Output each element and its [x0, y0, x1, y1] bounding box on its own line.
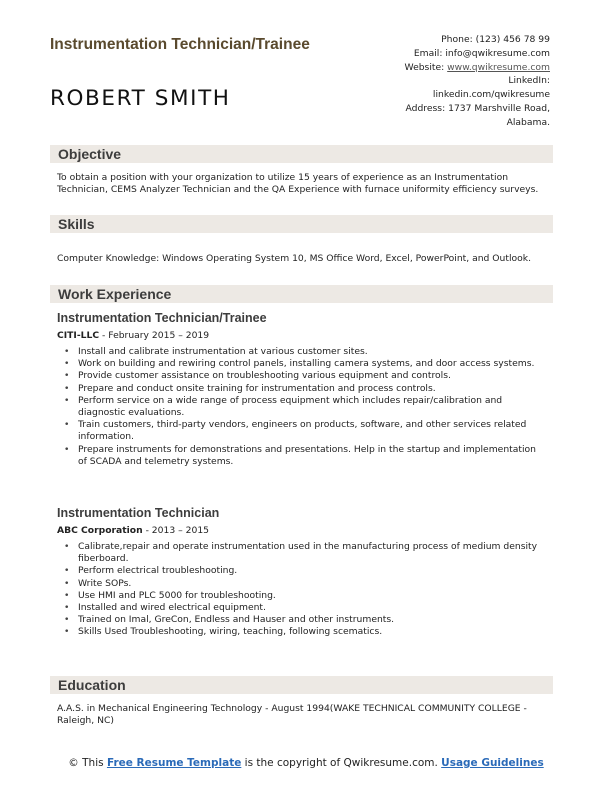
contact-address-line2: Alabama.: [506, 116, 550, 128]
objective-text: To obtain a position with your organization to utilize 15 years of experience as an Instrumentation Technician, CEMS Analyzer Technician and the QA Experience with furnace uniformity efficiency surveys.: [57, 172, 539, 195]
usage-guidelines-link[interactable]: Usage Guidelines: [441, 757, 544, 769]
list-item: • Prepare instruments for demonstrations and presentations. Help in the startup and implementation of SCADA and telemetry systems.: [62, 444, 542, 468]
job-1-dates: - February 2015 – 2019: [99, 330, 210, 341]
footer-middle: is the copyright of Qwikresume.com.: [241, 757, 442, 769]
contact-linkedin-label: LinkedIn:: [508, 75, 550, 87]
education-section-header: [50, 676, 553, 694]
contact-phone: Phone: (123) 456 78 99: [441, 34, 550, 45]
list-item: • Perform service on a wide range of process equipment which includes repair/calibration and diagnostic evaluations.: [62, 395, 542, 419]
website-link[interactable]: www.qwikresume.com: [447, 61, 550, 73]
education-text: A.A.S. in Mechanical Engineering Technology - August 1994(WAKE TECHNICAL COMMUNITY COLLEGE - Raleigh, NC): [57, 703, 527, 726]
list-item: • Use HMI and PLC 5000 for troubleshooting.: [62, 590, 542, 602]
job-1-title: Instrumentation Technician/Trainee: [57, 311, 267, 325]
job-2-bullets: [62, 541, 542, 639]
contact-email: Email: info@qwikresume.com: [413, 47, 550, 59]
list-item: • Perform electrical troubleshooting.: [62, 565, 542, 577]
list-item: • Work on building and rewiring control panels, installing camera systems, and door access systems.: [62, 358, 542, 370]
job-1-meta: [57, 330, 209, 341]
list-item: • Prepare and conduct onsite training for instrumentation and process controls.: [62, 383, 542, 395]
copyright-footer: [56, 756, 556, 770]
job-title-header: Instrumentation Technician/Trainee: [50, 36, 310, 53]
footer-prefix: © This: [68, 757, 107, 769]
list-item: • Provide customer assistance on troubleshooting various equipment and controls.: [62, 370, 542, 382]
objective-heading: Objective: [58, 146, 122, 162]
experience-section-header: [50, 285, 553, 303]
objective-section-header: [50, 145, 553, 163]
list-item: • Write SOPs.: [62, 578, 542, 590]
job-2-dates: - 2013 – 2015: [142, 525, 210, 536]
education-heading: Education: [58, 677, 126, 693]
job-2-meta: [57, 525, 209, 536]
contact-website: [310, 61, 550, 75]
skills-section-header: [50, 215, 553, 233]
job-2-company: ABC Corporation: [57, 525, 143, 536]
skills-text: Computer Knowledge: Windows Operating System 10, MS Office Word, Excel, PowerPoint, and Outlook.: [57, 253, 531, 264]
list-item: • Calibrate,repair and operate instrumentation used in the manufacturing process of medium density fiberboard.: [62, 541, 542, 565]
skills-heading: Skills: [58, 216, 95, 232]
free-resume-template-link[interactable]: Free Resume Template: [106, 757, 242, 769]
website-label: Website:: [404, 61, 448, 73]
list-item: • Skills Used Troubleshooting, wiring, teaching, following scematics.: [62, 626, 542, 638]
job-1-company: CITI-LLC: [57, 330, 100, 341]
contact-address-line1: Address: 1737 Marshville Road,: [405, 102, 550, 114]
contact-linkedin-value: linkedin.com/qwikresume: [432, 89, 550, 101]
job-2-title: Instrumentation Technician: [57, 506, 220, 520]
candidate-name: ROBERT SMITH: [50, 86, 231, 111]
job-1-bullets: [62, 346, 542, 468]
list-item: • Trained on Imal, GreCon, Endless and Hauser and other instruments.: [62, 614, 542, 626]
experience-heading: Work Experience: [58, 286, 172, 302]
contact-block: [310, 33, 550, 130]
list-item: • Install and calibrate instrumentation at various customer sites.: [62, 346, 542, 358]
list-item: • Installed and wired electrical equipment.: [62, 602, 542, 614]
list-item: • Train customers, third-party vendors, engineers on products, software, and other services related information.: [62, 419, 542, 443]
